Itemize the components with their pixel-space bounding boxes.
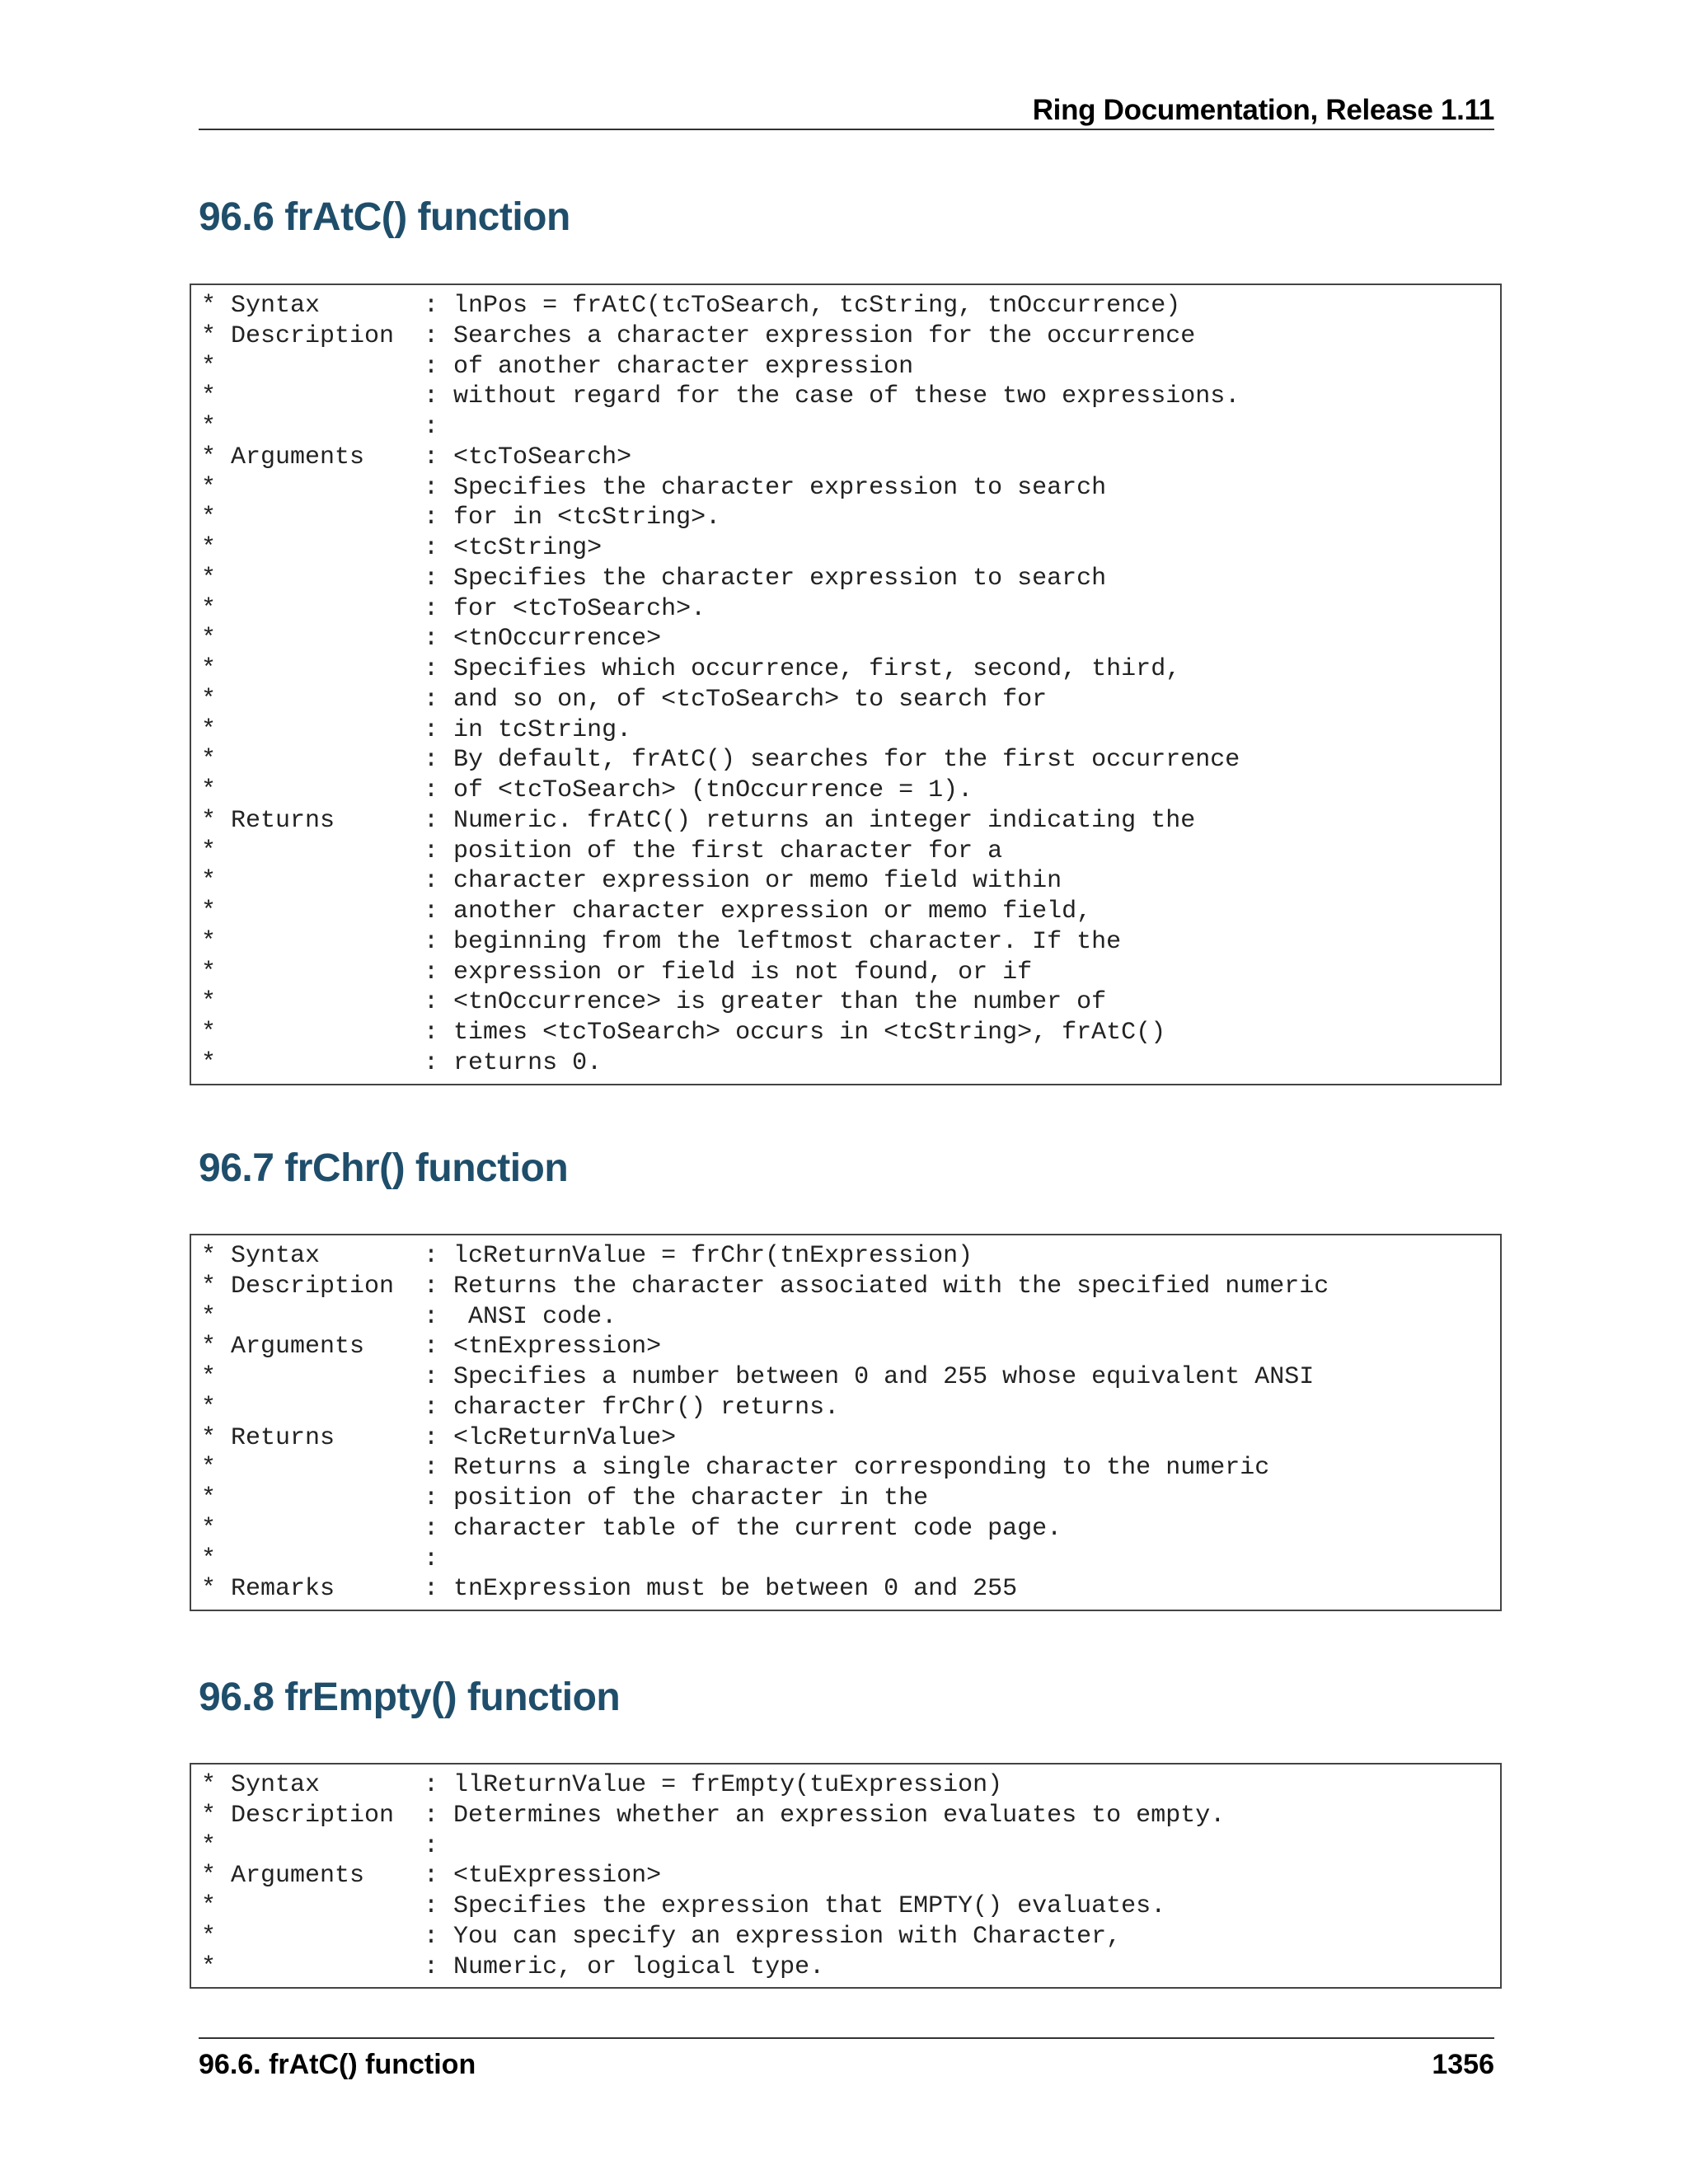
code-line: * Arguments : <tnExpression>	[201, 1333, 662, 1361]
footer-section-label: 96.6. frAtC() function	[199, 2049, 476, 2080]
code-line: * : times <tcToSearch> occurs in <tcString>, frAtC()	[201, 1019, 1166, 1047]
code-line: * Returns : <lcReturnValue>	[201, 1423, 677, 1452]
code-line: * : of <tcToSearch> (tnOccurrence = 1).	[201, 776, 973, 804]
code-line: * Syntax : lcReturnValue = frChr(tnExpression)	[201, 1242, 973, 1270]
code-line: * : Numeric, or logical type.	[201, 1952, 825, 1981]
code-line: * : <tnOccurrence> is greater than the number of	[201, 988, 1107, 1017]
document-title: Ring Documentation, Release 1.11	[1032, 94, 1494, 126]
code-line: * : Specifies which occurrence, first, second, third,	[201, 655, 1181, 683]
code-line: * Remarks : tnExpression must be between 0 and 255	[201, 1575, 1018, 1604]
code-line: * Description : Returns the character associated with the specified numeric	[201, 1272, 1329, 1301]
section-title-frempty: 96.8 frEmpty() function	[199, 1675, 621, 1719]
code-line: * : and so on, of <tcToSearch> to search for	[201, 685, 1048, 714]
code-line: * : position of the character in the	[201, 1484, 929, 1512]
section-title-fratc: 96.6 frAtC() function	[199, 195, 570, 239]
code-line: * Description : Searches a character expression for the occurrence	[201, 321, 1196, 350]
code-line: * : Specifies a number between 0 and 255 whose equivalent ANSI	[201, 1363, 1315, 1391]
code-line: * : Specifies the character expression to search	[201, 473, 1107, 502]
code-line: * Syntax : llReturnValue = frEmpty(tuExpression)	[201, 1771, 1003, 1799]
code-line: * :	[201, 413, 439, 441]
code-line: * : character expression or memo field within	[201, 867, 1062, 896]
section-title-frchr: 96.7 frChr() function	[199, 1146, 569, 1190]
code-line: * : of another character expression	[201, 352, 914, 381]
code-line: * : expression or field is not found, or if	[201, 958, 1033, 987]
code-line: * : for <tcToSearch>.	[201, 594, 706, 623]
code-line: * : without regard for the case of these two expressions.	[201, 382, 1240, 411]
code-line: * : returns 0.	[201, 1048, 603, 1077]
page-number: 1356	[1432, 2049, 1494, 2080]
code-line: * : By default, frAtC() searches for the first occurrence	[201, 746, 1240, 775]
code-line: * :	[201, 1544, 439, 1573]
code-line: * Syntax : lnPos = frAtC(tcToSearch, tcString, tnOccurrence)	[201, 292, 1181, 320]
code-line: * : character table of the current code page.	[201, 1514, 1062, 1543]
code-line: * : <tnOccurrence>	[201, 625, 662, 654]
code-line: * Arguments : <tcToSearch>	[201, 443, 632, 471]
code-line: * : position of the first character for a	[201, 837, 1003, 865]
code-line: * : ANSI code.	[201, 1302, 617, 1331]
code-line: * : Returns a single character corresponding to the numeric	[201, 1454, 1270, 1483]
code-line: * : beginning from the leftmost character. If the	[201, 927, 1122, 956]
code-line: * : Specifies the expression that EMPTY() evaluates.	[201, 1892, 1166, 1920]
code-block-frchr	[190, 1234, 1502, 1611]
code-line: * Description : Determines whether an expression evaluates to empty.	[201, 1801, 1226, 1830]
code-line: * Returns : Numeric. frAtC() returns an integer indicating the	[201, 806, 1196, 835]
code-line: * : character frChr() returns.	[201, 1393, 840, 1422]
code-line: * : for in <tcString>.	[201, 504, 721, 532]
code-line: * :	[201, 1831, 439, 1860]
page-header	[199, 92, 1494, 130]
code-line: * : another character expression or memo field,	[201, 898, 1092, 926]
code-block-fratc	[190, 284, 1502, 1085]
code-block-frempty	[190, 1763, 1502, 1989]
code-line: * : <tcString>	[201, 534, 603, 562]
code-line: * : You can specify an expression with Character,	[201, 1922, 1122, 1951]
code-line: * : Specifies the character expression to search	[201, 564, 1107, 593]
code-line: * : in tcString.	[201, 715, 632, 744]
code-line: * Arguments : <tuExpression>	[201, 1862, 662, 1891]
page-footer	[199, 2037, 1494, 2088]
